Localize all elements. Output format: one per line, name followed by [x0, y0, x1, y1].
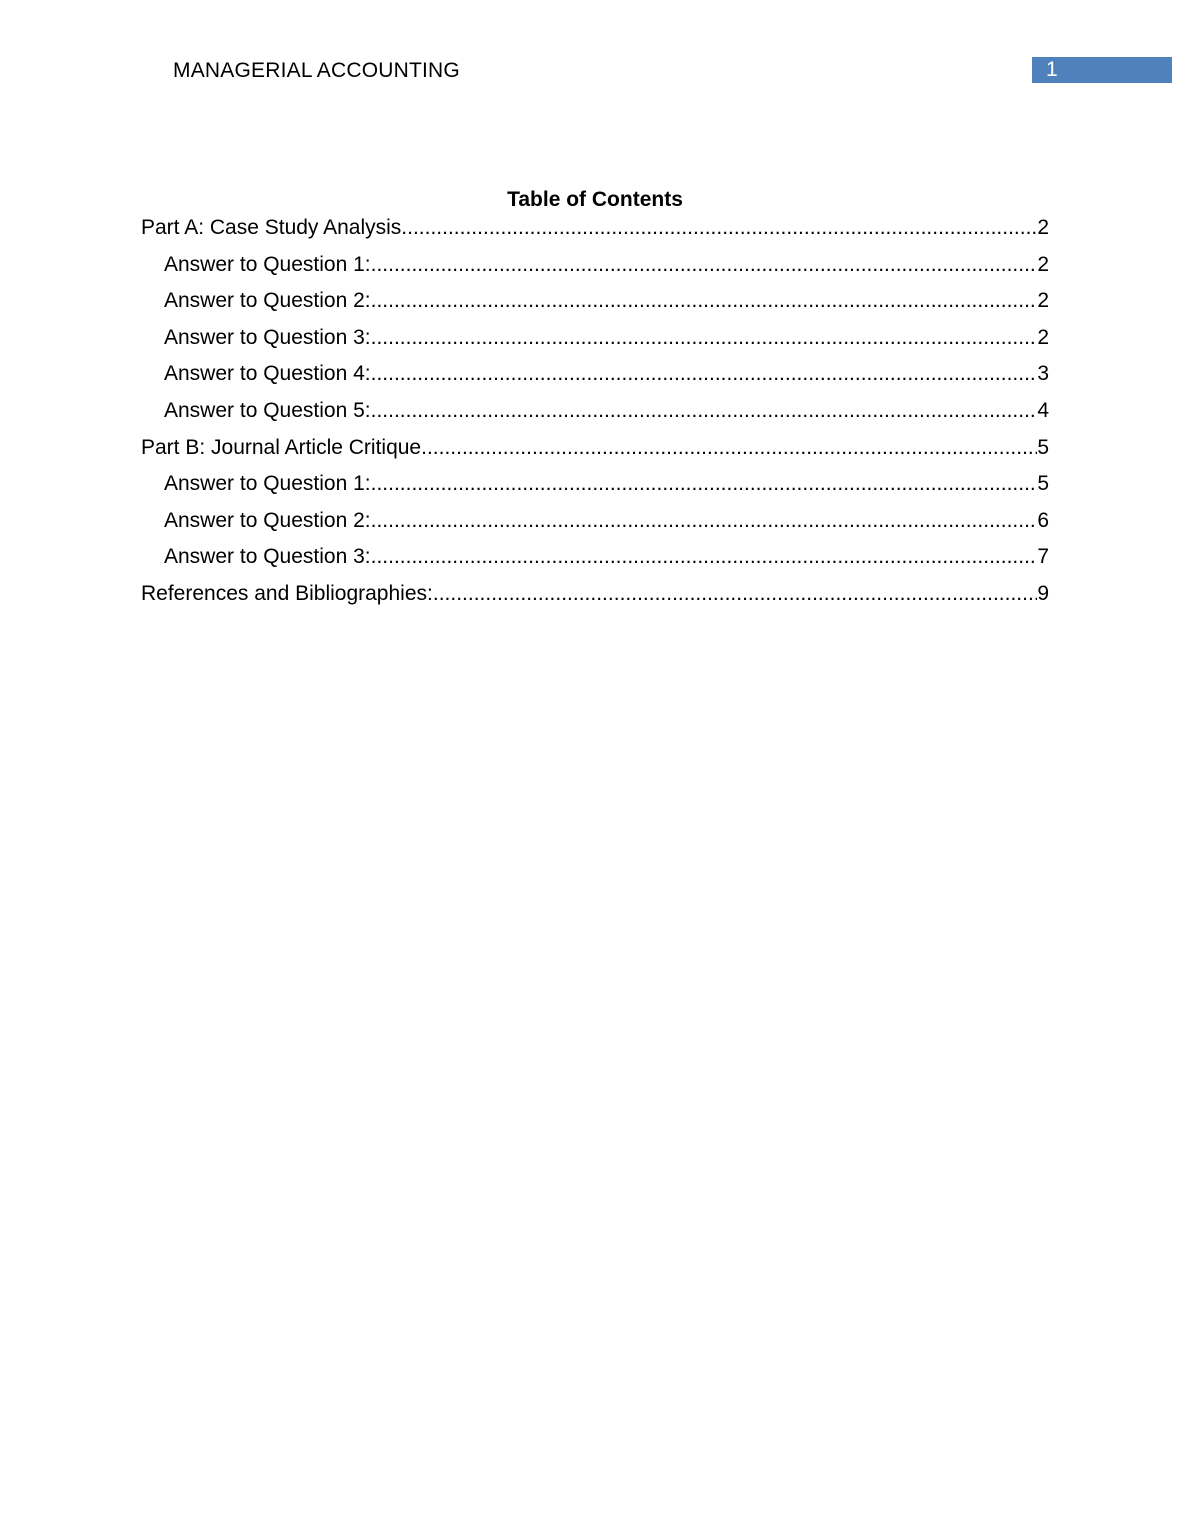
toc-entry-label: Answer to Question 1:	[164, 252, 371, 276]
toc-entry-page: 2	[1037, 216, 1049, 239]
toc-heading: Table of Contents	[507, 188, 683, 211]
toc-entry-label: Answer to Question 3:	[164, 545, 371, 569]
toc-dot-leader	[371, 285, 1038, 317]
toc-entry-part-a-question-5[interactable]	[141, 395, 1049, 432]
toc-dot-leader	[371, 322, 1038, 354]
toc-entry-label: Answer to Question 2:	[164, 508, 371, 532]
toc-entry-label: Part B: Journal Article Critique	[141, 435, 422, 459]
toc-dot-leader	[371, 358, 1038, 390]
page-number-badge: 1	[1032, 57, 1172, 83]
toc-entry-page: 2	[1037, 289, 1049, 313]
toc-entry-part-b-question-2[interactable]	[141, 505, 1049, 542]
toc-entry-references[interactable]	[141, 578, 1049, 615]
toc-entry-label: Answer to Question 2:	[164, 289, 371, 313]
toc-entry-label: Answer to Question 4:	[164, 362, 371, 386]
toc-entry-page: 5	[1037, 435, 1049, 459]
toc-entry-page: 7	[1037, 545, 1049, 569]
toc-entry-page: 6	[1037, 508, 1049, 532]
table-of-contents	[141, 212, 1049, 615]
toc-entry-page: 5	[1037, 472, 1049, 496]
toc-entry-part-a[interactable]	[141, 212, 1049, 249]
toc-dot-leader	[371, 541, 1038, 573]
toc-entry-label: References and Bibliographies:	[141, 581, 433, 605]
toc-entry-part-b-question-1[interactable]	[141, 468, 1049, 505]
toc-dot-leader	[433, 578, 1037, 610]
toc-entry-label: Answer to Question 1:	[164, 472, 371, 496]
toc-entry-page: 4	[1037, 398, 1049, 422]
toc-dot-leader	[371, 505, 1038, 537]
toc-dot-leader	[371, 249, 1038, 281]
toc-dot-leader	[421, 432, 1037, 464]
toc-entry-part-b-question-3[interactable]	[141, 541, 1049, 578]
toc-entry-part-b[interactable]	[141, 432, 1049, 469]
toc-entry-page: 9	[1037, 581, 1049, 605]
toc-entry-part-a-question-1[interactable]	[141, 249, 1049, 286]
toc-entry-label: Part A: Case Study Analysis	[141, 216, 402, 239]
toc-entry-part-a-question-2[interactable]	[141, 285, 1049, 322]
toc-entry-page: 2	[1037, 252, 1049, 276]
toc-dot-leader	[371, 395, 1038, 427]
toc-dot-leader	[401, 212, 1037, 244]
toc-entry-part-a-question-3[interactable]	[141, 322, 1049, 359]
toc-entry-label: Answer to Question 3:	[164, 325, 371, 349]
toc-entry-part-a-question-4[interactable]	[141, 358, 1049, 395]
toc-entry-page: 3	[1037, 362, 1049, 386]
running-header-title: MANAGERIAL ACCOUNTING	[173, 59, 460, 82]
toc-dot-leader	[371, 468, 1038, 500]
toc-entry-page: 2	[1037, 325, 1049, 349]
toc-entry-label: Answer to Question 5:	[164, 398, 371, 422]
